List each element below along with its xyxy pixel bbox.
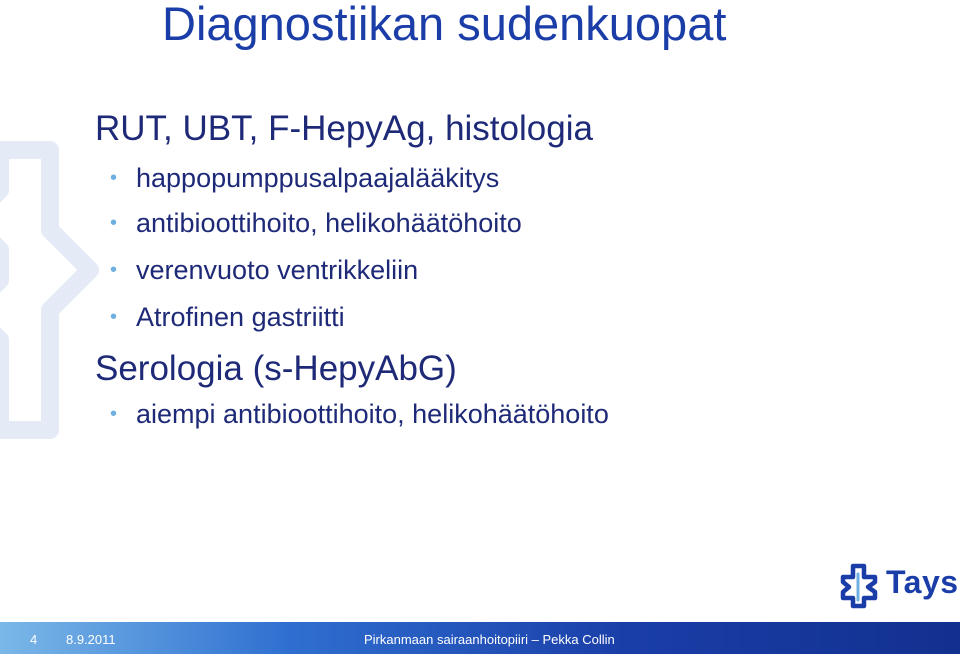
bullet-icon: •: [110, 403, 118, 425]
bullet-icon: •: [110, 306, 118, 328]
tays-logo-text: Tays: [886, 564, 959, 600]
bullet-text: aiempi antibioottihoito, helikohäätöhoito: [136, 399, 609, 429]
footer-bar: [0, 622, 960, 654]
page-number: 4: [30, 632, 38, 647]
slide-title: Diagnostiikan sudenkuopat: [162, 0, 727, 50]
section-heading-tests: RUT, UBT, F-HepyAg, histologia: [95, 109, 593, 148]
footer-date: 8.9.2011: [66, 632, 116, 647]
bullet-icon: •: [110, 212, 118, 234]
bullet-item: [110, 256, 418, 286]
bullet-text: happopumppusalpaajalääkitys: [136, 163, 500, 193]
bullet-item: [110, 164, 499, 194]
bullet-item: [110, 303, 345, 333]
bullet-item: [110, 209, 522, 239]
bullet-icon: •: [110, 167, 118, 189]
bullet-item: [110, 400, 609, 430]
bullet-text: Atrofinen gastriitti: [136, 302, 345, 332]
watermark-cross-icon: [0, 140, 100, 440]
bullet-text: verenvuoto ventrikkeliin: [136, 255, 419, 285]
section-heading-serology: Serologia (s-HepyAbG): [95, 349, 457, 388]
bullet-icon: •: [110, 259, 118, 281]
bullet-text: antibioottihoito, helikohäätöhoito: [136, 208, 522, 238]
footer-organization: Pirkanmaan sairaanhoitopiiri – Pekka Collin: [364, 632, 615, 647]
